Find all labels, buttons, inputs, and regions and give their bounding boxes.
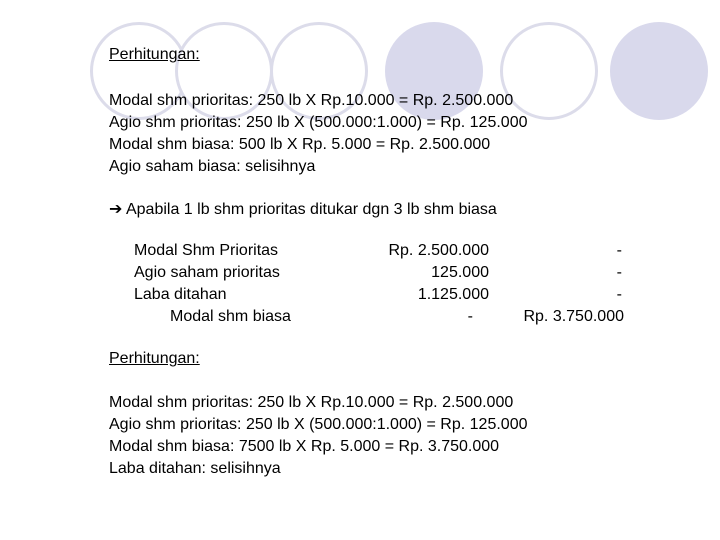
row-label: Agio saham prioritas bbox=[134, 264, 280, 281]
section2-line: Agio shm prioritas: 250 lb X (500.000:1.000) = Rp. 125.000 bbox=[109, 416, 528, 433]
table-row bbox=[109, 263, 709, 283]
section2-line: Modal shm biasa: 7500 lb X Rp. 5.000 = Rp. 3.750.000 bbox=[109, 438, 500, 455]
table-row bbox=[109, 241, 709, 261]
section1-heading: Perhitungan: bbox=[109, 46, 200, 63]
section1-line: Modal shm prioritas: 250 lb X Rp.10.000 = Rp. 2.500.000 bbox=[109, 92, 514, 109]
section2-heading: Perhitungan: bbox=[109, 350, 200, 367]
section1-line: Agio saham biasa: selisihnya bbox=[109, 158, 316, 175]
row-before-value: - bbox=[467, 308, 473, 325]
decorative-circle bbox=[500, 22, 598, 120]
row-before-value: Rp. 2.500.000 bbox=[388, 242, 489, 259]
section2-line: Laba ditahan: selisihnya bbox=[109, 460, 281, 477]
arrow-note bbox=[109, 200, 497, 220]
row-after-value: Rp. 3.750.000 bbox=[523, 308, 624, 325]
decorative-circle bbox=[610, 22, 708, 120]
table-row bbox=[109, 285, 709, 305]
row-after-value: - bbox=[616, 286, 622, 303]
row-after-value: - bbox=[616, 242, 622, 259]
row-after-value: - bbox=[616, 264, 622, 281]
row-label: Modal shm biasa bbox=[170, 308, 291, 325]
row-before-value: 125.000 bbox=[431, 264, 489, 281]
section1-line: Agio shm prioritas: 250 lb X (500.000:1.000) = Rp. 125.000 bbox=[109, 114, 528, 131]
row-label: Modal Shm Prioritas bbox=[134, 242, 279, 259]
arrow-note-text: Apabila 1 lb shm prioritas ditukar dgn 3 lb shm biasa bbox=[125, 201, 497, 218]
section1-line: Modal shm biasa: 500 lb X Rp. 5.000 = Rp. 2.500.000 bbox=[109, 136, 491, 153]
arrow-right-icon: ➔ bbox=[109, 201, 123, 218]
row-label: Laba ditahan bbox=[134, 286, 227, 303]
section2-line: Modal shm prioritas: 250 lb X Rp.10.000 = Rp. 2.500.000 bbox=[109, 394, 514, 411]
row-before-value: 1.125.000 bbox=[417, 286, 489, 303]
table-row bbox=[109, 307, 709, 327]
